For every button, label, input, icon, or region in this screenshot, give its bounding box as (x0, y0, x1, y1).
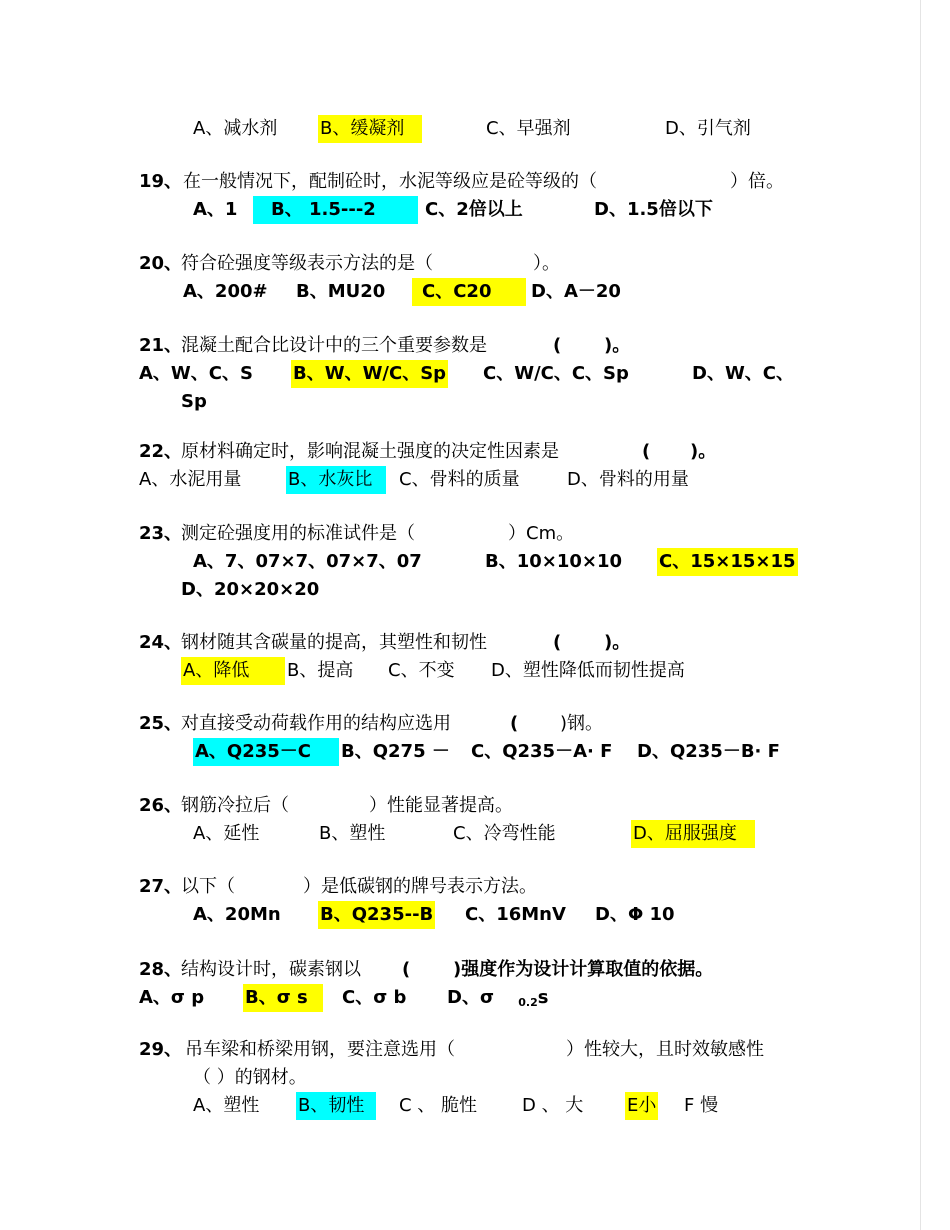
q18-option-d: D、引气剂 (665, 118, 751, 139)
q29-number: 29、 (139, 1039, 183, 1060)
q29-text: 吊车梁和桥梁用钢，要注意选用（ (185, 1039, 455, 1060)
q28-text: 结构设计时，碳素钢以 (181, 959, 361, 980)
q21-option-a: A、W、C、S (139, 363, 253, 384)
q24-paren: ( (553, 632, 562, 653)
q28-option-d-subscript: 0.2 (518, 996, 538, 1009)
q20-option-a: A、200# (183, 281, 268, 302)
q28-option-a: A、σ p (139, 987, 205, 1008)
q26-number: 26、 (139, 795, 183, 816)
q29-text-end: ）性较大，且时效敏感性 (566, 1039, 764, 1060)
q22-paren: ( (642, 441, 651, 462)
q28-text-end: )强度作为设计计算取值的依据。 (453, 959, 714, 980)
q21-text-end: )。 (604, 335, 631, 356)
q26-option-b: B、塑性 (319, 823, 386, 844)
q24-text: 钢材随其含碳量的提高，其塑性和韧性 (181, 632, 487, 653)
q19-text: 在一般情况下，配制砼时，水泥等级应是砼等级的（ (183, 171, 597, 192)
q25-option-c: C、Q235－A· F (471, 741, 613, 762)
q19-option-a: A、1 (193, 199, 238, 220)
q26-text-end: ）性能显著提高。 (369, 795, 513, 816)
q20-option-c-answer: C、C20 (412, 278, 526, 306)
q20-text: 符合砼强度等级表示方法的是（ (181, 253, 433, 274)
q19-number: 19、 (139, 171, 183, 192)
q27-text: 以下（ (181, 876, 235, 897)
q24-option-a-answer: A、降低 (181, 657, 285, 685)
q19-option-b-answer: B、 1.5---2 (253, 196, 418, 224)
q22-option-c: C、骨料的质量 (399, 469, 520, 490)
q20-option-b: B、MU20 (296, 281, 386, 302)
q25-option-b: B、Q275 － (341, 741, 450, 762)
q21-option-b-answer: B、W、W/C、Sp (291, 360, 448, 388)
q29-option-c: C 、 脆性 (399, 1095, 478, 1116)
q23-text: 测定砼强度用的标准试件是（ (181, 523, 415, 544)
q21-option-d: D、W、C、 (692, 363, 795, 384)
q20-number: 20、 (139, 253, 183, 274)
q21-number: 21、 (139, 335, 183, 356)
q21-option-c: C、W/C、C、Sp (483, 363, 629, 384)
q29-option-a: A、塑性 (193, 1095, 260, 1116)
q26-option-a: A、延性 (193, 823, 260, 844)
q25-text-end: )钢。 (560, 713, 604, 734)
q24-option-d: D、塑性降低而韧性提高 (491, 660, 685, 681)
q25-number: 25、 (139, 713, 183, 734)
q29-option-d: D 、 大 (522, 1095, 584, 1116)
q18-option-c: C、早强剂 (486, 118, 571, 139)
q25-text: 对直接受动荷载作用的结构应选用 (181, 713, 451, 734)
q25-option-d: D、Q235－B· F (637, 741, 780, 762)
q21-option-d-cont: Sp (181, 391, 207, 412)
q22-option-b-answer: B、水灰比 (286, 466, 386, 494)
q21-paren: ( (553, 335, 562, 356)
q20-text-end: ）。 (533, 253, 560, 274)
q28-option-b-answer: B、σ s (243, 984, 323, 1012)
q24-option-c: C、不变 (388, 660, 455, 681)
q23-option-b: B、10×10×10 (485, 551, 623, 572)
q28-option-d-label: D、σ (447, 987, 494, 1008)
q29-option-f: F 慢 (684, 1095, 719, 1116)
q18-option-a: A、减水剂 (193, 118, 278, 139)
q24-number: 24、 (139, 632, 183, 653)
q22-text: 原材料确定时，影响混凝土强度的决定性因素是 (181, 441, 559, 462)
q27-option-d: D、Φ 10 (595, 904, 675, 925)
q22-text-end: )。 (690, 441, 717, 462)
q25-paren: ( (510, 713, 519, 734)
q28-option-c: C、σ b (342, 987, 407, 1008)
q26-option-c: C、冷弯性能 (453, 823, 556, 844)
q21-text: 混凝土配合比设计中的三个重要参数是 (181, 335, 487, 356)
q23-option-c-answer: C、15×15×15 (657, 548, 798, 576)
q19-text-end: ）倍。 (730, 171, 784, 192)
q27-text-end: ）是低碳钢的牌号表示方法。 (303, 876, 537, 897)
q25-option-a-answer: A、Q235－C (193, 738, 339, 766)
q22-option-d: D、骨料的用量 (567, 469, 689, 490)
q27-option-b-answer: B、Q235--B (318, 901, 435, 929)
q24-text-end: )。 (604, 632, 631, 653)
q23-option-d: D、20×20×20 (181, 579, 320, 600)
q23-text-end: ）Cm。 (508, 523, 575, 544)
q22-number: 22、 (139, 441, 183, 462)
q28-number: 28、 (139, 959, 183, 980)
q28-option-d (447, 984, 548, 1017)
q27-option-c: C、16MnV (465, 904, 566, 925)
q24-option-b: B、提高 (287, 660, 354, 681)
q22-option-a: A、水泥用量 (139, 469, 242, 490)
q28-paren: ( (402, 959, 411, 980)
q18-option-b-answer: B、缓凝剂 (318, 115, 422, 143)
q23-option-a: A、7、07×7、07×7、07 (193, 551, 422, 572)
q28-option-d-suffix: s (537, 987, 549, 1008)
q27-number: 27、 (139, 876, 183, 897)
q19-option-c: C、2倍以上 (425, 199, 523, 220)
q26-text: 钢筋冷拉后（ (181, 795, 289, 816)
q29-option-b-answer: B、韧性 (296, 1092, 376, 1120)
q29-option-e-answer: E小 (625, 1092, 658, 1120)
q29-text-line2: （ ）的钢材。 (193, 1067, 307, 1088)
q23-number: 23、 (139, 523, 183, 544)
q19-option-d: D、1.5倍以下 (594, 199, 713, 220)
q27-option-a: A、20Mn (193, 904, 281, 925)
q20-option-d: D、A－20 (531, 281, 621, 302)
q26-option-d-answer: D、屈服强度 (631, 820, 755, 848)
